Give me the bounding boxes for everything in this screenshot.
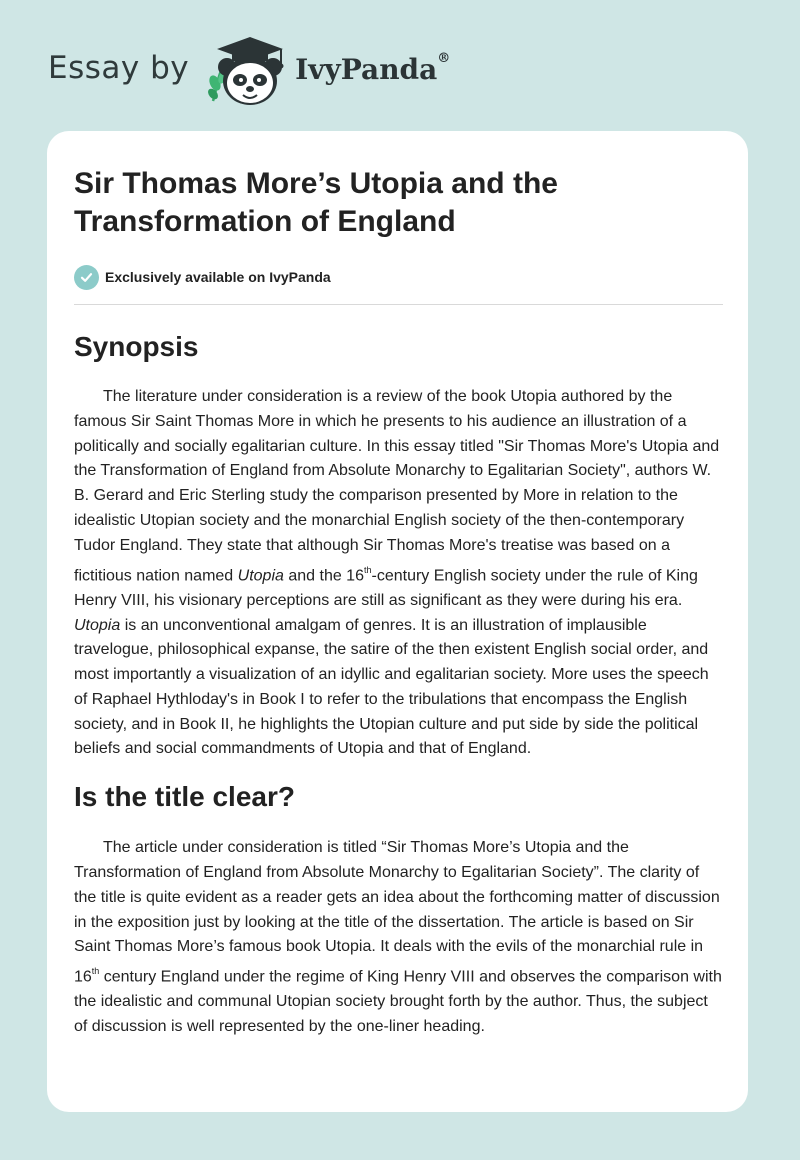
- panda-logo-icon[interactable]: [203, 31, 289, 109]
- emphasis-utopia: Utopia: [237, 566, 284, 584]
- page-title: Sir Thomas More’s Utopia and the Transformation of England: [74, 167, 558, 238]
- essay-by-label: Essay by: [48, 50, 190, 86]
- exclusive-badge: [74, 263, 722, 291]
- brand-name[interactable]: IvyPanda®: [295, 51, 451, 86]
- divider: [74, 304, 723, 305]
- registered-mark: ®: [437, 51, 451, 67]
- emphasis-utopia: Utopia: [74, 616, 121, 634]
- article-card: [47, 131, 748, 1112]
- site-header: [48, 30, 548, 110]
- title-clear-paragraph: The article under consideration is titled “Sir Thomas More’s Utopia and the Transformation of England from Absolute Monarchy to Egalitarian Society”. The clarity of the title is quite evident as a reader gets an idea about the forthcoming matter of discussion in the exposition just by looking at the title of the dissertation. The article is based on Sir Saint Thomas More’s famous book Utopia. It deals with the evils of the monarchial rule in 16th century England under the regime of King Henry VIII and observes the comparison with the idealistic and communal Utopian society brought forth by the author. Thus, the subject of discussion is well represented by the one-liner heading.: [74, 839, 722, 1036]
- section-heading-synopsis: Synopsis: [74, 331, 199, 362]
- section-heading-title-clear: Is the title clear?: [74, 781, 295, 813]
- badge-label: Exclusively available on IvyPanda: [105, 269, 331, 285]
- check-circle-icon: [74, 265, 99, 290]
- synopsis-paragraph: The literature under consideration is a review of the book Utopia authored by the famous Sir Saint Thomas More in which he presents to his audience an illustration of a politically and socially egalitarian culture. In this essay titled "Sir Thomas More's Utopia and the Transformation of England from Absolute Monarchy to Egalitarian Society", authors W. B. Gerard and Eric Sterling study the comparison presented by More in relation to the idealistic Utopian society and the monarchial English society of the then-contemporary Tudor England. They state that although Sir Thomas More's treatise was based on a fictitious nation named Utopia and the 16th-century English society under the rule of King Henry VIII, his visionary perceptions are still as significant as they were during his era. Utopia is an unconventional amalgam of genres. It is an illustration of implausible travelogue, philosophical expanse, the satire of the then existent English social order, and most importantly a visualization of an idyllic and egalitarian society. More uses the speech of Raphael Hythloday's in Book I to refer to the tribulations that encompass the English society, and in Book II, he highlights the Utopian culture and put side by side the political beliefs and social commandments of Utopia and that of England.: [74, 388, 720, 758]
